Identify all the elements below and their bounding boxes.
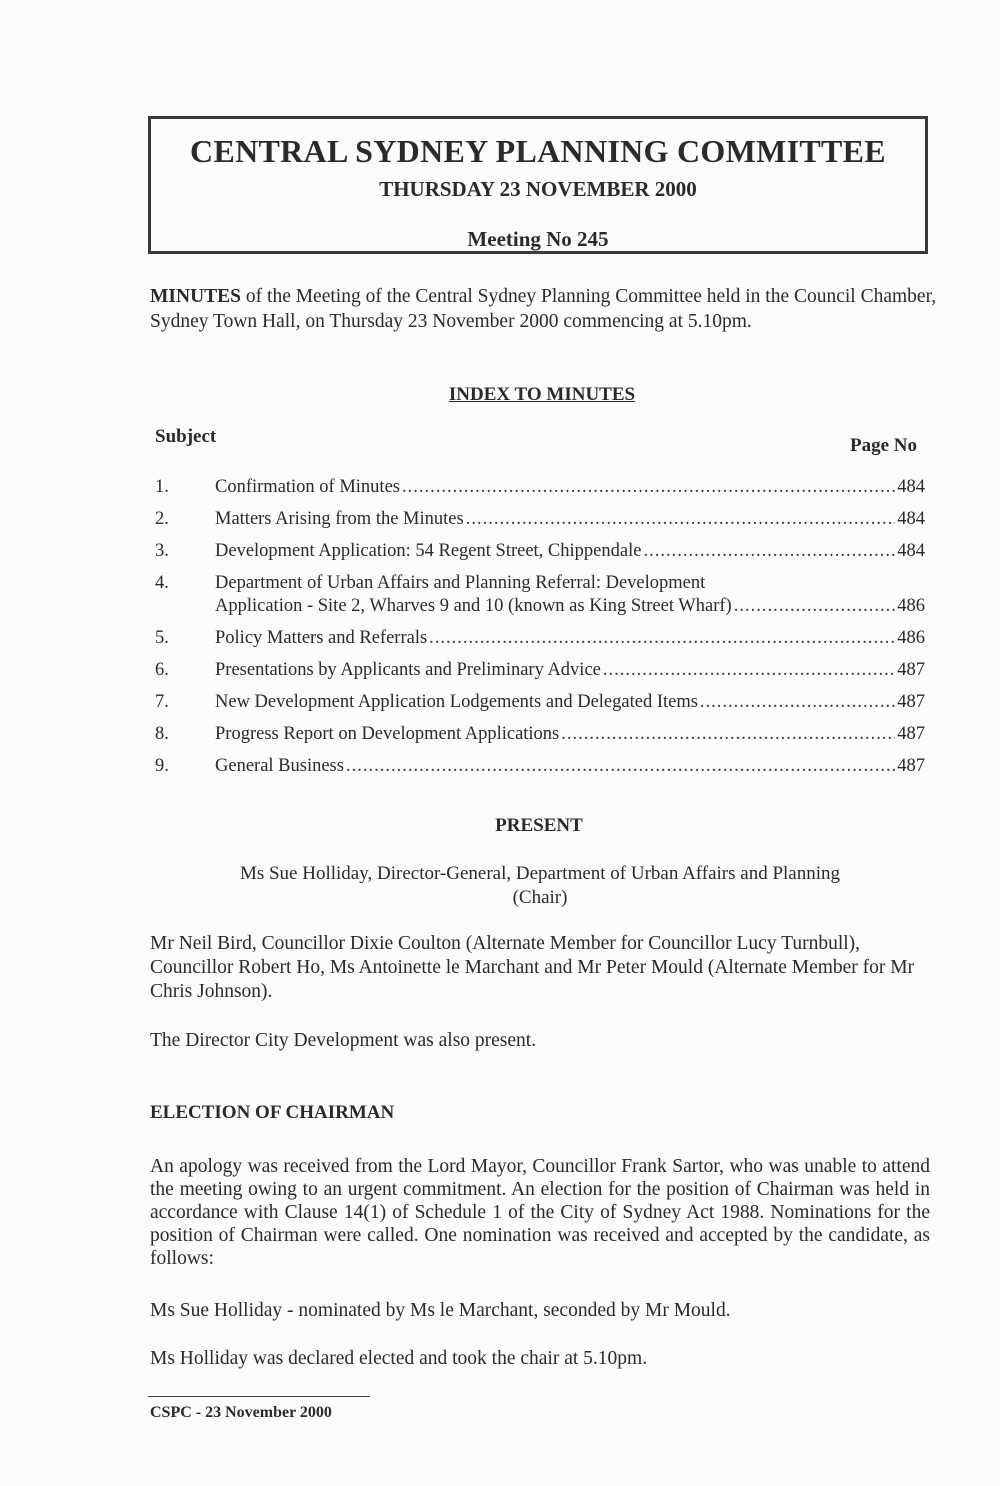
committee-title: CENTRAL SYDNEY PLANNING COMMITTEE <box>190 133 886 169</box>
declared-paragraph: Ms Holliday was declared elected and took the chair at 5.10pm. <box>150 1348 648 1369</box>
election-heading: ELECTION OF CHAIRMAN <box>150 1102 395 1123</box>
chair-role: (Chair) <box>512 887 568 908</box>
index-item-text: Progress Report on Development Applications <box>215 724 560 744</box>
index-item-page: 487 <box>897 692 925 712</box>
footer-text: CSPC - 23 November 2000 <box>150 1404 332 1421</box>
index-item <box>155 540 925 563</box>
index-item-page: 486 <box>897 628 925 648</box>
nomination-paragraph: Ms Sue Holliday - nominated by Ms le Marchant, seconded by Mr Mould. <box>150 1300 731 1321</box>
index-leader-dots <box>402 476 895 499</box>
index-item <box>155 508 925 531</box>
index-item-text: Presentations by Applicants and Preliminary Advice <box>215 660 601 680</box>
present-heading: PRESENT <box>495 815 583 836</box>
index-item-text: Matters Arising from the Minutes <box>215 509 464 529</box>
title-box <box>148 116 928 254</box>
index-item-page: 487 <box>897 724 925 744</box>
index-item-text: Confirmation of Minutes <box>215 477 400 497</box>
index-item-text: Development Application: 54 Regent Street, Chippendale <box>215 541 642 561</box>
index-item <box>155 723 925 746</box>
intro-text: of the Meeting of the Central Sydney Planning Committee held in the Council Chamber, Sydney Town Hall, on Thursday 23 November 2000 commencing at 5.10pm. <box>150 286 937 332</box>
index-item-number: 7. <box>155 692 169 712</box>
chair-line: Ms Sue Holliday, Director-General, Department of Urban Affairs and Planning <box>239 863 841 884</box>
page-column-label: Page No <box>850 435 918 456</box>
index-item-text: Application - Site 2, Wharves 9 and 10 (known as King Street Wharf) <box>215 596 732 616</box>
footer-rule <box>148 1396 370 1397</box>
index-leader-dots <box>643 540 895 563</box>
index-item-page: 487 <box>897 756 925 776</box>
index-list <box>155 476 925 787</box>
director-paragraph: The Director City Development was also present. <box>150 1030 537 1051</box>
meeting-number: Meeting No 245 <box>467 227 609 251</box>
index-leader-dots <box>429 627 895 650</box>
index-leader-dots <box>603 659 895 682</box>
index-item-number: 6. <box>155 660 169 680</box>
index-leader-dots <box>700 691 895 714</box>
members-paragraph: Mr Neil Bird, Councillor Dixie Coulton (Alternate Member for Councillor Lucy Turnbull), Councillor Robert Ho, Ms Antoinette le Marchant and Mr Peter Mould (Alternate Member for Mr Chris Johnson). <box>150 933 915 1002</box>
index-item <box>155 659 925 682</box>
intro-paragraph <box>150 284 940 334</box>
index-item-text: General Business <box>215 756 344 776</box>
index-item-page: 484 <box>897 509 925 529</box>
index-item-number: 5. <box>155 628 169 648</box>
index-item-number: 8. <box>155 724 169 744</box>
index-item <box>155 691 925 714</box>
index-item-number: 3. <box>155 541 169 561</box>
index-item-number: 9. <box>155 756 169 776</box>
chair-statement <box>190 862 890 910</box>
index-item-number: 2. <box>155 509 169 529</box>
index-leader-dots <box>466 508 896 531</box>
index-item-page: 487 <box>897 660 925 680</box>
index-leader-dots <box>561 723 895 746</box>
index-item <box>155 755 925 778</box>
apology-paragraph: An apology was received from the Lord Mayor, Councillor Frank Sartor, who was unable to attend the meeting owing to an urgent commitment. An election for the position of Chairman was held in accordance with Clause 14(1) of Schedule 1 of the City of Sydney Act 1988. Nominations for the position of Chairman were called. One nomination was received and accepted by the candidate, as follows: <box>150 1156 930 1269</box>
index-item-number: 4. <box>155 573 169 593</box>
index-item-text: New Development Application Lodgements and Delegated Items <box>215 692 698 712</box>
index-item <box>155 476 925 499</box>
index-item <box>155 572 925 618</box>
index-item-text: Policy Matters and Referrals <box>215 628 428 648</box>
index-item-page: 486 <box>897 596 925 616</box>
index-leader-dots <box>346 755 895 778</box>
meeting-date: THURSDAY 23 NOVEMBER 2000 <box>379 177 697 201</box>
index-item-number: 1. <box>155 477 169 497</box>
index-leader-dots <box>734 595 896 618</box>
index-item-page: 484 <box>897 477 925 497</box>
intro-bold-label: MINUTES <box>150 286 242 307</box>
index-item-text-line: Department of Urban Affairs and Planning Referral: Development <box>215 573 706 593</box>
subject-column-label: Subject <box>155 426 217 447</box>
index-item-page: 484 <box>897 541 925 561</box>
index-item <box>155 627 925 650</box>
index-heading: INDEX TO MINUTES <box>448 384 636 405</box>
